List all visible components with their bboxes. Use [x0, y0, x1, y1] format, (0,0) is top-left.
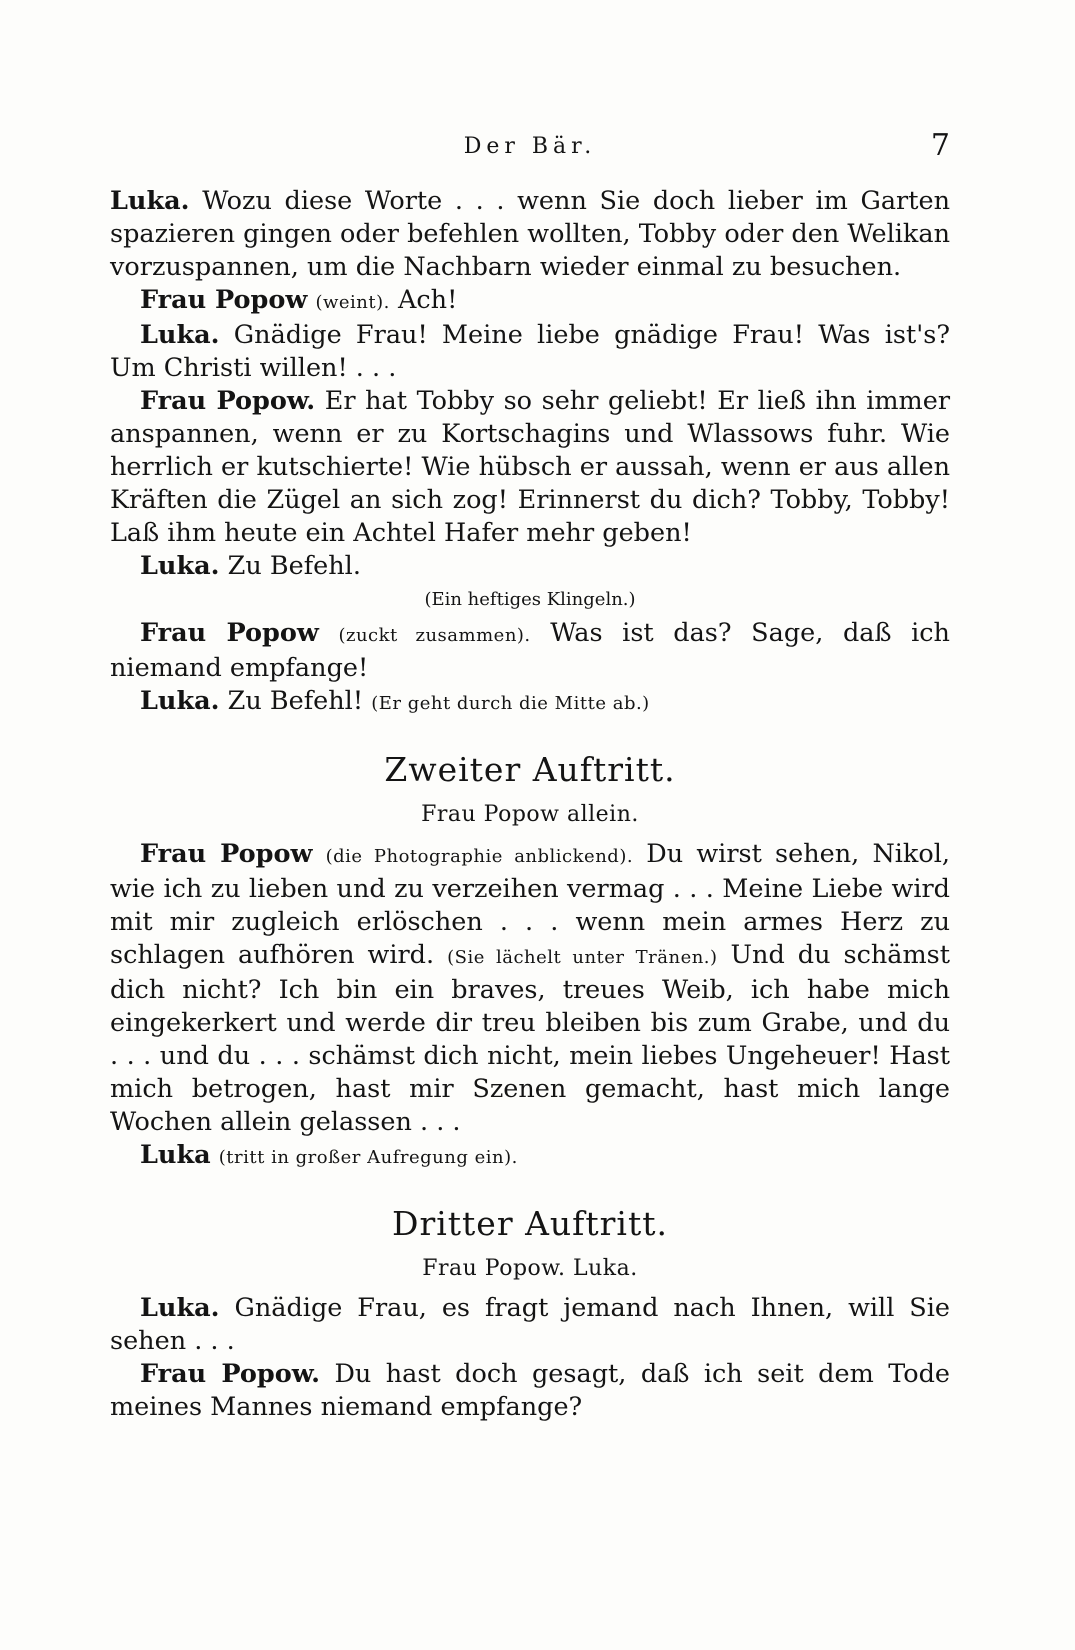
speech-luka-4 — [110, 685, 950, 720]
speech-text: Was ist das? Sage, daß ich niemand empfange! — [110, 618, 950, 683]
stage-direction-inline: (Sie lächelt unter Tränen.) — [447, 947, 718, 968]
page-header — [110, 128, 950, 168]
speech-text: Zu Befehl! — [227, 686, 364, 716]
speaker-name: Luka. — [140, 551, 220, 581]
speaker-name: Luka. — [110, 186, 190, 216]
speaker-name: Luka. — [140, 320, 220, 350]
scene-heading-2: Zweiter Auftritt. — [384, 750, 676, 789]
speech-popow-2 — [110, 385, 950, 550]
stage-direction-inline: (weint). — [315, 292, 390, 313]
speech-text: Zu Befehl. — [227, 551, 361, 581]
speaker-name: Frau Popow — [140, 839, 313, 869]
speech-popow-3 — [110, 617, 950, 685]
speech-text: Du hast doch gesagt, daß ich seit dem Tode meines Mannes niemand empfange? — [110, 1359, 950, 1422]
speaker-name: Luka — [140, 1140, 211, 1170]
stage-direction-inline: (tritt in großer Aufregung ein). — [218, 1147, 518, 1168]
speech-text: Gnädige Frau! Meine liebe gnädige Frau! Was ist's? Um Christi willen! . . . — [110, 320, 950, 383]
speech-luka-2 — [110, 319, 950, 385]
stage-direction-centered: (Ein heftiges Klingeln.) — [424, 589, 636, 610]
stage-direction-inline: (die Photographie anblickend). — [325, 846, 634, 867]
stage-direction-inline: (Er geht durch die Mitte ab.) — [371, 693, 650, 714]
speaker-name: Luka. — [140, 1293, 220, 1323]
speech-luka-1 — [110, 185, 950, 284]
speech-text: Ach! — [397, 285, 458, 315]
speech-popow-monologue — [110, 838, 950, 1139]
speech-text: Wozu diese Worte . . . wenn Sie doch lieber im Garten spazieren gingen oder befehlen wollten, Tobby oder den Welikan vorzuspannen, um die Nachbarn wieder einmal zu besuchen. — [110, 186, 950, 282]
scene-heading-3: Dritter Auftritt. — [391, 1204, 668, 1243]
page-number: 7 — [930, 128, 950, 163]
scene-cast-3: Frau Popow. Luka. — [422, 1256, 638, 1281]
speech-luka-3 — [110, 550, 950, 583]
scene-cast-2: Frau Popow allein. — [421, 802, 639, 827]
speaker-name: Frau Popow — [140, 285, 308, 315]
speaker-name: Frau Popow. — [140, 1359, 320, 1389]
speech-text: Du wirst sehen, Nikol, wie ich zu lieben und zu verzeihen vermag . . . Meine Liebe wird mit mir zugleich erlöschen . . . wenn mein armes Herz zu schlagen aufhören wird. — [110, 839, 950, 970]
speech-popow-1 — [110, 284, 950, 319]
speaker-name: Frau Popow. — [140, 386, 316, 416]
running-title: Der Bär. — [463, 134, 597, 159]
stage-direction-inline: (zuckt zusammen). — [338, 625, 531, 646]
speech-popow-4 — [110, 1358, 950, 1424]
speech-luka-5 — [110, 1292, 950, 1358]
speaker-name: Frau Popow — [140, 618, 319, 648]
page-body — [110, 185, 950, 1424]
speaker-name: Luka. — [140, 686, 220, 716]
entry-luka — [110, 1139, 950, 1174]
speech-text: Und du schämst dich nicht? Ich bin ein braves, treues Weib, ich habe mich eingekerkert und werde dir treu bleiben bis zum Grabe, und du . . . und du . . . schämst dich nicht, mein liebes Ungeheuer! Hast mich betrogen, hast mir Szenen gemacht, hast mich lange Wochen allein gelassen . . . — [110, 940, 951, 1137]
speech-text: Gnädige Frau, es fragt jemand nach Ihnen, will Sie sehen . . . — [110, 1293, 951, 1356]
speech-text: Er hat Tobby so sehr geliebt! Er ließ ihn immer anspannen, wenn er zu Kortschagins und Wlassows fuhr. Wie herrlich er kutschierte! Wie hübsch er aussah, wenn er aus allen Kräften die Zügel an sich zog! Erinnerst du dich? Tobby, Tobby! Laß ihm heute ein Achtel Hafer mehr geben! — [110, 386, 951, 548]
